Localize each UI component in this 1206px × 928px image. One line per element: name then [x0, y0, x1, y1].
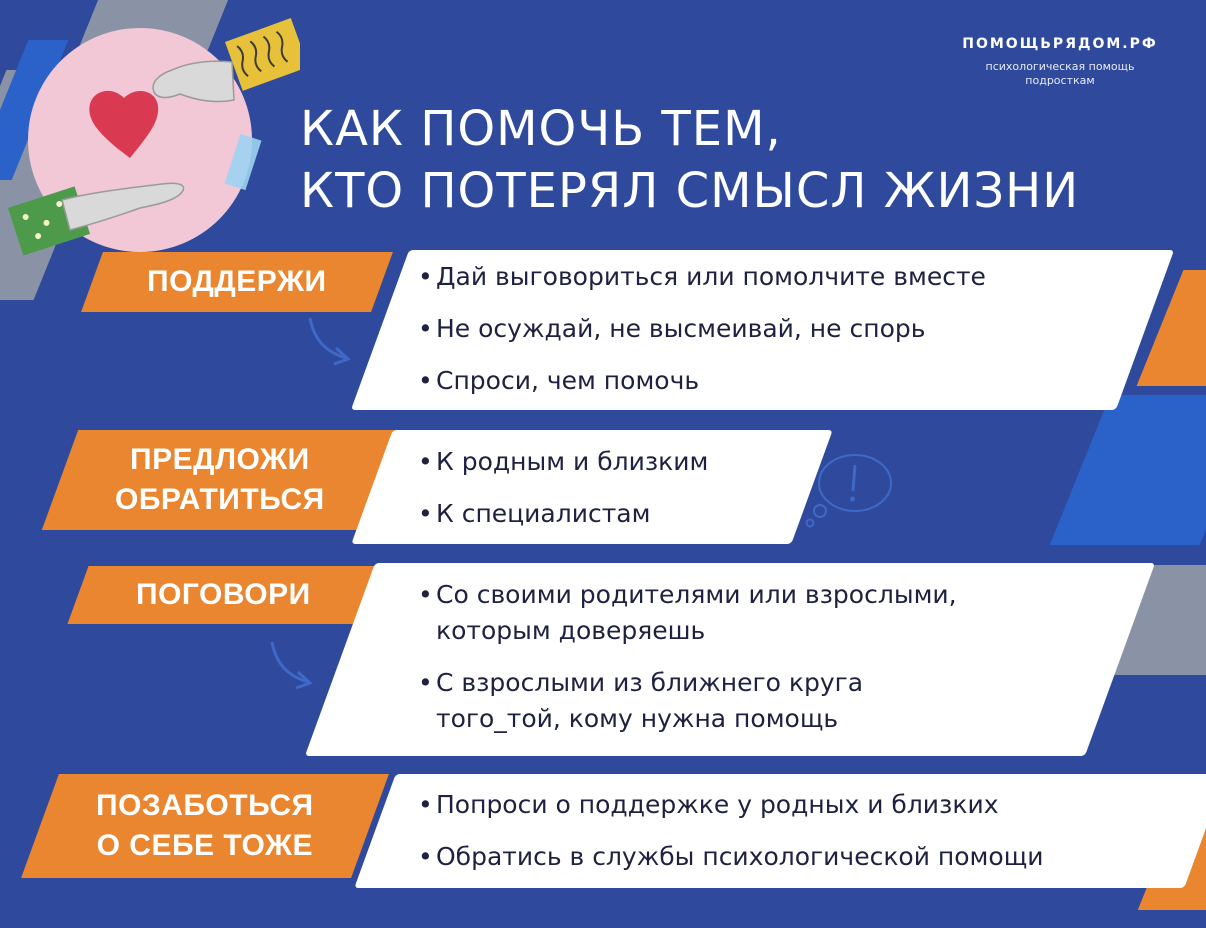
page-title — [300, 98, 1180, 222]
brand-block — [950, 36, 1170, 88]
section-label-suggest — [42, 430, 398, 530]
section-label-line: ОБРАТИТЬСЯ — [115, 483, 325, 516]
brand-subtitle-line: подросткам — [1025, 74, 1095, 87]
section-items-suggest — [418, 443, 708, 547]
list-item: • Со своими родителями или взрослыми, — [418, 577, 957, 613]
section-label-line: ПРЕДЛОЖИ — [130, 443, 310, 476]
decor-blue-shape-right — [1050, 395, 1206, 545]
list-item: • К родным и близким — [418, 443, 708, 495]
list-item: • К специалистам — [418, 495, 708, 547]
section-label-line: ПОЗАБОТЬСЯ — [96, 789, 314, 822]
section-label-text: ПОГОВОРИ — [135, 578, 311, 611]
brand-subtitle — [950, 60, 1170, 88]
thought-bubble-exclamation-icon — [800, 445, 900, 530]
section-items-support — [418, 258, 986, 414]
section-label-self-care — [21, 774, 389, 878]
list-item: • Не осуждай, не высмеивай, не спорь — [418, 310, 986, 362]
section-label-line: О СЕБЕ ТОЖЕ — [96, 829, 314, 862]
brand-subtitle-line: психологическая помощь — [985, 60, 1135, 73]
section-label-support — [81, 252, 393, 312]
list-item: • Попроси о поддержке у родных и близких — [418, 785, 1044, 837]
section-label-talk — [67, 566, 378, 624]
section-label-text — [115, 440, 325, 520]
list-item: • Обратись в службы психологической помощи — [418, 837, 1044, 889]
title-line-1: КАК ПОМОЧЬ ТЕМ, — [300, 101, 782, 157]
list-item-continuation: которым доверяешь — [436, 616, 706, 645]
section-label-text — [96, 786, 314, 866]
list-item: • Дай выговориться или помолчите вместе — [418, 258, 986, 310]
brand-name: ПОМОЩЬРЯДОМ.РФ — [962, 36, 1158, 52]
curved-arrow-icon — [300, 310, 360, 370]
title-line-2: КТО ПОТЕРЯЛ СМЫСЛ ЖИЗНИ — [300, 163, 1080, 219]
list-item: • Спроси, чем помочь — [418, 362, 986, 414]
list-item: • С взрослыми из ближнего круга — [418, 665, 957, 701]
section-items-talk — [418, 577, 957, 737]
list-item-continuation: того_той, кому нужна помощь — [436, 704, 839, 733]
curved-arrow-icon — [262, 634, 322, 694]
section-items-self-care — [418, 785, 1044, 889]
section-label-text: ПОДДЕРЖИ — [147, 265, 327, 298]
